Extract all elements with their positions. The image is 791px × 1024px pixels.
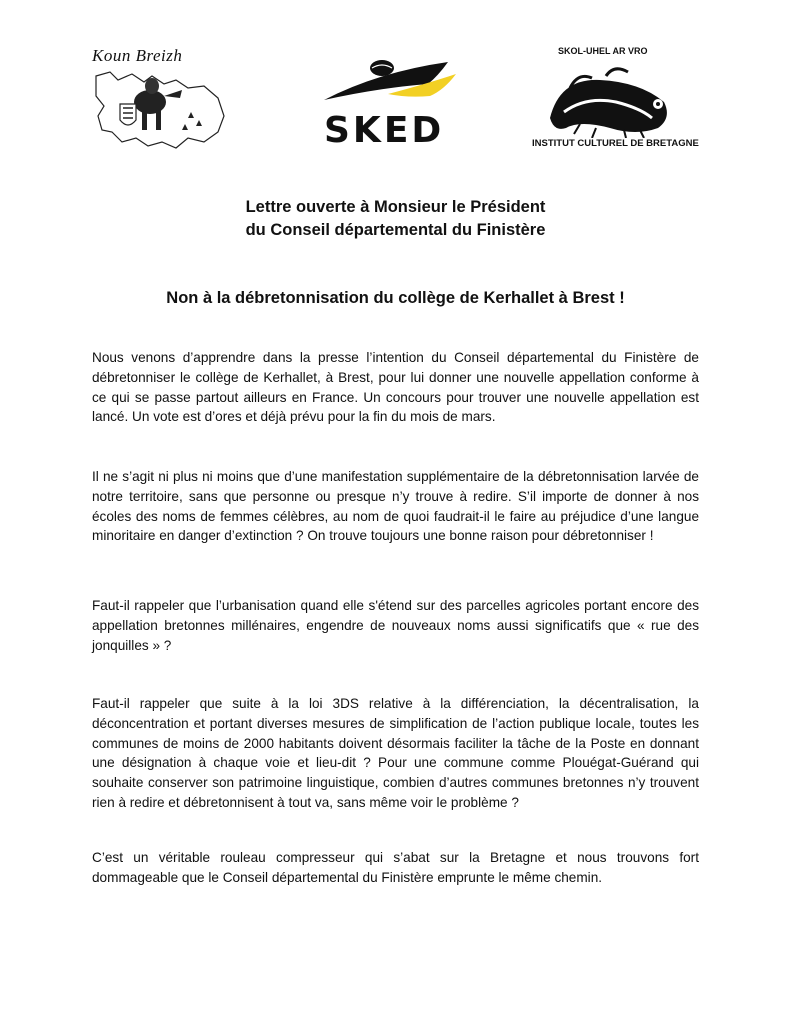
sked-swoosh-icon bbox=[318, 54, 458, 114]
letter-title bbox=[0, 196, 791, 242]
skol-uhel-top-text: SKOL-UHEL AR VRO bbox=[558, 46, 648, 56]
paragraph-5: C’est un véritable rouleau compresseur qui s’abat sur la Bretagne et nous trouvons fort dommageable que le Conseil départemental du Finistère emprunte le même chemin. bbox=[92, 850, 699, 885]
dragon-emblem-icon bbox=[540, 58, 686, 138]
paragraph-2: Il ne s’agit ni plus ni moins que d’une manifestation supplémentaire de la débretonnisation larvée de notre territoire, sans que personne ou presque n’y trouve à redire. S’il importe de donner à nos écoles des noms de femmes célèbres, au nom de quoi faudrait-il le faire au préjudice d’une langue minoritaire en danger d’extinction ? On trouve toujours une bonne raison pour débretonniser ! bbox=[92, 469, 699, 544]
paragraph-4: Faut-il rappeler que suite à la loi 3DS relative à la différenciation, la décentralisation, la déconcentration et portant diverses mesures de simplification de l’action publique locale, toutes les communes de moins de 2000 habitants doivent désormais faciliter la tâche de la Poste en donnant une désignation à chaque voie et lieu-dit ? Pour une commune comme Plouégat-Guérand qui souhaite conserver son patrimoine linguistique, combien d’autres communes bretonnes n’y trouvent rien à redire et débretonnisent à tout va, sans même voir le problème ? bbox=[92, 696, 699, 810]
skol-uhel-bottom-text: INSTITUT CULTUREL DE BRETAGNE bbox=[532, 138, 699, 149]
letter-subtitle: Non à la débretonnisation du collège de Kerhallet à Brest ! bbox=[166, 289, 625, 307]
paragraph-1: Nous venons d’apprendre dans la presse l’intention du Conseil départemental du Finistère de débretonniser le collège de Kerhallet, à Brest, pour lui donner une nouvelle appellation conforme à ce qui se passe partout ailleurs en France. Un concours pour trouver une nouvelle appellation est lancé. Un vote est d’ores et déjà prévu pour la fin du mois de mars. bbox=[92, 350, 699, 425]
sked-wordmark: SKED bbox=[324, 110, 445, 151]
letter-title-line-2: du Conseil départemental du Finistère bbox=[245, 221, 546, 239]
letter-title-line-1: Lettre ouverte à Monsieur le Président bbox=[245, 198, 546, 216]
brittany-map-knight-icon bbox=[92, 46, 232, 156]
koun-breizh-logo bbox=[92, 46, 232, 156]
skol-uhel-logo bbox=[532, 46, 699, 156]
sked-logo bbox=[318, 54, 458, 150]
koun-breizh-title: Koun Breizh bbox=[92, 46, 183, 65]
paragraph-3: Faut-il rappeler que l’urbanisation quand elle s'étend sur des parcelles agricoles portant encore des appellation bretonnes millénaires, engendre de nouveaux noms aussi significatifs que « rue des jonquilles » ? bbox=[92, 598, 699, 653]
